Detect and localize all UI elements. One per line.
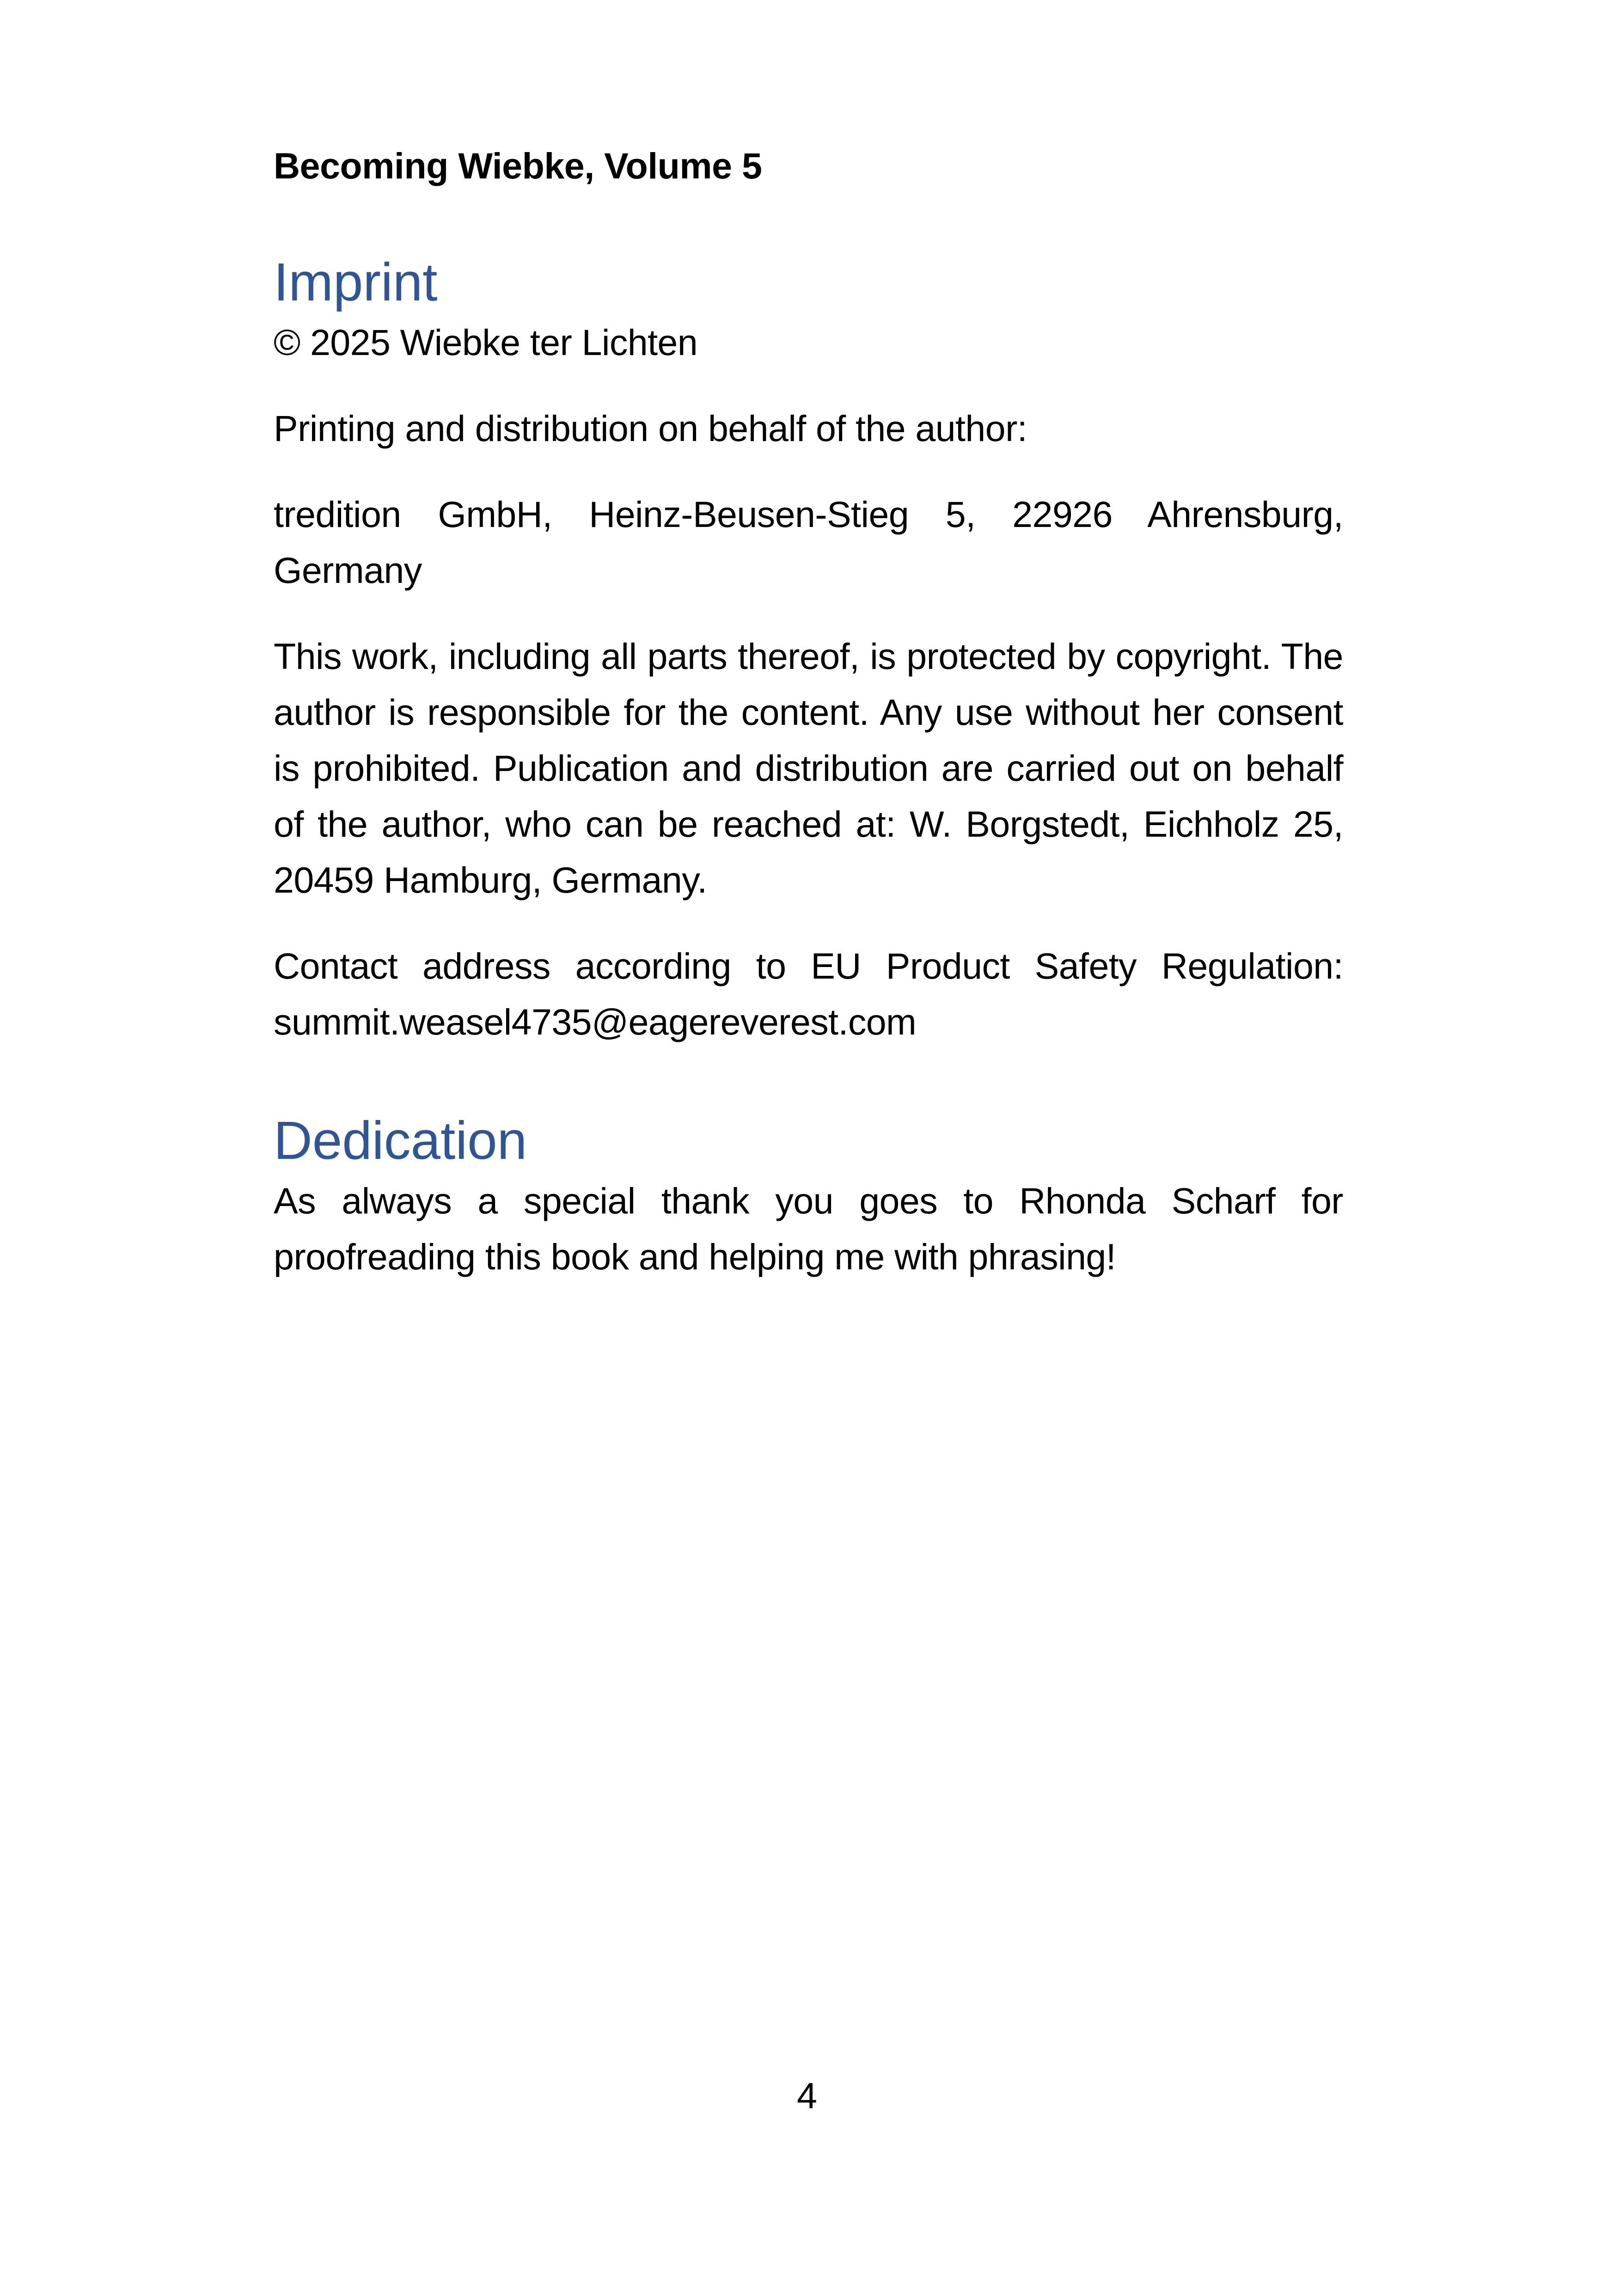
- copyright-notice: This work, including all parts thereof, is protected by copyright. The author is responsible for the content. Any use without her consent is prohibited. Publication and distribution are carried out on behalf of the author, who can be reached at: W. Borgstedt, Eichholz 25, 20459 Hamburg, Germany.: [274, 636, 1343, 900]
- publisher-address: tredition GmbH, Heinz-Beusen-Stieg 5, 22926 Ahrensburg, Germany: [274, 494, 1343, 591]
- page-content: [274, 139, 1343, 1285]
- dedication-heading: Dedication: [274, 1110, 527, 1170]
- running-head: Becoming Wiebke, Volume 5: [274, 145, 762, 186]
- contact-address: Contact address according to EU Product Safety Regulation: summit.weasel4735@eagereverest.com: [274, 945, 1343, 1042]
- imprint-heading: Imprint: [274, 252, 438, 312]
- page-number: 4: [797, 2075, 817, 2116]
- printing-distribution-line: Printing and distribution on behalf of the author:: [274, 408, 1027, 449]
- copyright-line: © 2025 Wiebke ter Lichten: [274, 322, 698, 363]
- dedication-text: As always a special thank you goes to Rhonda Scharf for proofreading this book and helping me with phrasing!: [274, 1180, 1343, 1277]
